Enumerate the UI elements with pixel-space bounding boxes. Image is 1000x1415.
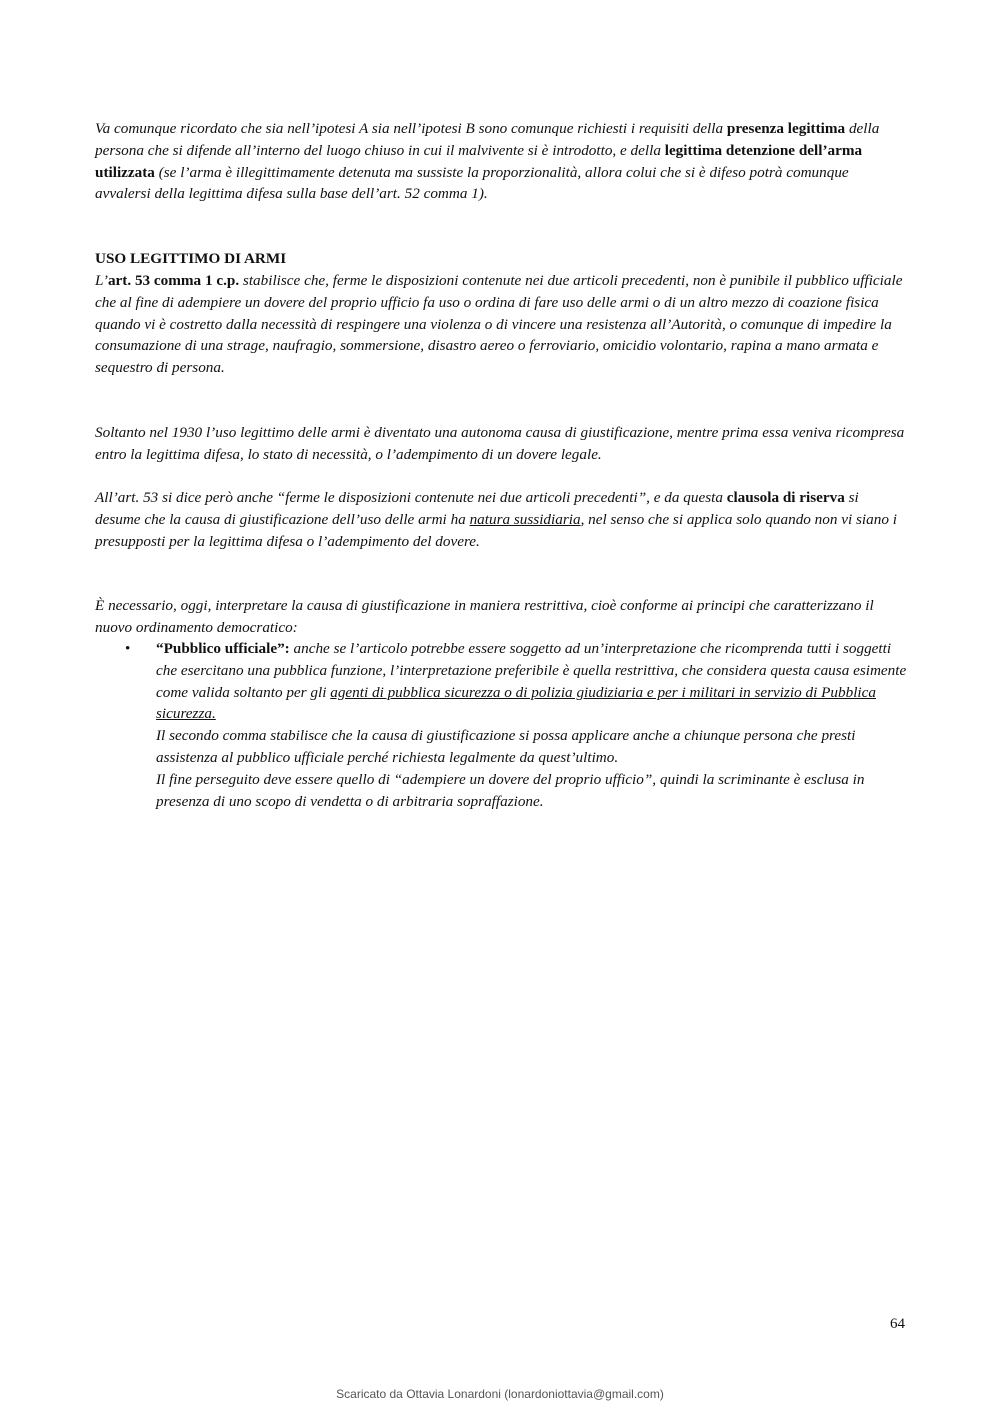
bullet-text-1: anche se l’articolo potrebbe essere soggetto ad un’interpretazione che ricomprenda tutti i soggetti che esercitano una pubblica funzione, l’interpretazione preferibile è quella restrittiva, che considera questa causa esimente come valida soltanto per gli [156, 640, 907, 701]
paragraph-1930: Soltanto nel 1930 l’uso legittimo delle armi è diventato una autonoma causa di giustificazione, mentre prima essa veniva ricompresa entro la legittima difesa, lo stato di necessità, o l’adempimento di un dovere legale. [95, 424, 905, 463]
art53-text-2: stabilisce che, ferme le disposizioni contenute nei due articoli precedenti, non è punibile il pubblico ufficiale che al fine di adempiere un dovere del proprio ufficio fa uso o ordina di fare uso delle armi o di un altro mezzo di coazione fisica quando vi è costretto dalla necessità di respingere una violenza o di vincere una resistenza all’Autorità, o comunque di impedire la consumazione di una strage, naufragio, sommersione, disastro aereo o ferroviario, omicidio volontario, rapina a mano armata e sequestro di persona. [95, 272, 903, 377]
para1-bold-presenza: presenza legittima [726, 120, 846, 137]
para1-text-2: della persona che si difende all’interno del luogo chiuso in cui il malvivente si è introdotto, e della [95, 120, 880, 159]
bullet-text-fine: Il fine perseguito deve essere quello di “adempiere un dovere del proprio ufficio”, quindi la scriminante è esclusa in presenza di uno scopo di vendetta o di arbitraria sopraffazione. [156, 770, 865, 810]
art53-text-1: L’ [95, 272, 108, 289]
art53-bold-ref: art. 53 comma 1 c.p. [107, 272, 240, 289]
riserva-bold: clausola di riserva [726, 489, 845, 506]
bullet-text-secondo-comma: Il secondo comma stabilisce che la causa di giustificazione si possa applicare anche a chiunque persona che presti assistenza al pubblico ufficiale perché richiesta legalmente da quest’ultimo. [156, 727, 856, 766]
para1-text-1: Va comunque ricordato che sia nell’ipotesi A sia nell’ipotesi B sono comunque richiesti i requisiti della [95, 120, 727, 137]
bullet-icon: • [125, 640, 131, 657]
paragraph-interpretazione: È necessario, oggi, interpretare la causa di giustificazione in maniera restrittiva, cioè conforme ai principi che caratterizzano il nuovo ordinamento democratico: [95, 597, 874, 636]
para1-bold-detenzione: legittima detenzione dell’arma utilizzata [95, 141, 863, 181]
section-heading: USO LEGITTIMO DI ARMI [95, 250, 287, 267]
riserva-underline: natura sussidiaria [469, 510, 581, 528]
paragraph-art53 [95, 270, 907, 379]
bullet-underline: agenti di pubblica sicurezza o di polizia giudiziaria e per i militari in servizio di Pubblica sicurezza. [156, 683, 876, 723]
list-item [95, 638, 907, 812]
riserva-text-3: , nel senso che si applica solo quando non vi siano i presupposti per la legittima difesa o l’adempimento del dovere. [95, 510, 897, 550]
bullet-list [95, 638, 907, 812]
paragraph-legittima-presenza [95, 118, 907, 205]
page-number: 64 [890, 1316, 905, 1332]
riserva-text-2: si desume che la causa di giustificazione dell’uso delle armi ha [95, 489, 859, 528]
para1-text-3: (se l’arma è illegittimamente detenuta ma sussiste la proporzionalità, allora colui che si è difeso potrà comunque avvalersi della legittima difesa sulla base dell’art. 52 comma 1). [95, 163, 849, 203]
paragraph-clausola-riserva [95, 487, 907, 552]
download-footer: Scaricato da Ottavia Lonardoni (lonardoniottavia@gmail.com) [336, 1387, 664, 1401]
bullet-bold-term: “Pubblico ufficiale”: [156, 640, 290, 657]
riserva-text-1: All’art. 53 si dice però anche “ferme le disposizioni contenute nei due articoli precedenti”, e da questa [95, 489, 727, 506]
